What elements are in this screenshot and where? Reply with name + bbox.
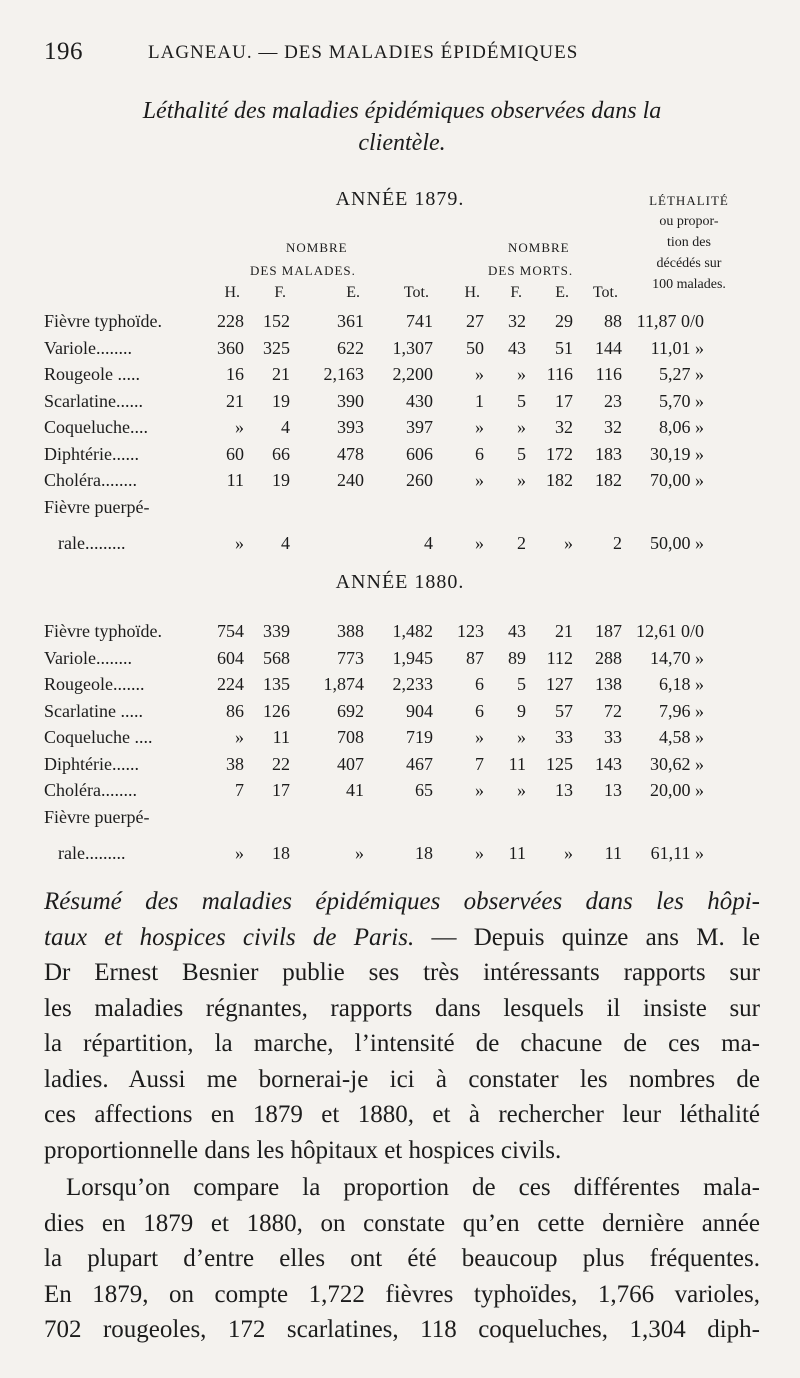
body-line: ces affections en 1879 et 1880, et à rechercher leur léthalité [44,1101,760,1128]
table-row [44,311,760,338]
cell-malades-tot: 1,307 [392,337,433,358]
cell-malades-f: 339 [263,621,290,641]
cell-morts-h: 123 [457,621,484,641]
row-label: Fièvre puerpé- [44,496,150,517]
cell-morts-e: 127 [546,674,573,694]
body-line: la répartition, la marche, l’intensité de chacune de ces ma- [44,1030,760,1057]
cell-morts-f: 11 [508,843,526,863]
table-row [44,727,760,754]
row-label: Diphtérie...... [44,443,139,464]
body-line: — Depuis quinze ans M. le [414,923,760,951]
cell-morts-h: 27 [466,311,484,331]
cell-morts-f: » [517,364,526,384]
body-paragraph-2 [44,1170,760,1348]
cell-morts-tot: 2 [613,533,622,553]
row-label: Choléra........ [44,780,137,800]
row-label: Variole........ [44,647,132,668]
cell-morts-e: 21 [555,621,573,641]
cell-morts-f: 5 [517,674,526,694]
cell-malades-f: 152 [263,311,290,331]
cell-malades-f: 19 [272,390,290,411]
year-1879-title: ANNÉE 1879. [335,188,465,210]
cell-morts-f: 2 [517,533,526,553]
row-label: Coqueluche .... [44,727,153,747]
cell-morts-tot: 143 [595,753,622,774]
cell-morts-e: 51 [555,337,573,358]
cell-morts-f: » [517,780,526,800]
table-row [44,621,760,648]
cell-malades-tot: 2,233 [392,674,433,694]
cell-malades-e: » [355,843,364,863]
nombre-morts-header-2: DES MORTS. [488,263,574,278]
cell-malades-h: 60 [226,443,244,464]
cell-morts-tot: 23 [604,390,622,411]
cell-lethalite-pct: 50,00 » [650,533,704,553]
table-row [44,843,760,870]
row-label: Scarlatine ..... [44,700,143,721]
cell-morts-e: 29 [555,311,573,331]
cell-lethalite-pct: 4,58 » [659,727,704,747]
cell-malades-e: 240 [337,470,364,490]
cell-lethalite-pct: 8,06 » [659,417,704,437]
col-header-malades-f: F. [274,284,286,301]
cell-malades-f: 19 [272,470,290,490]
cell-morts-h: » [475,364,484,384]
lethalite-sub-3: décédés sur [656,256,722,271]
body-line: dies en 1879 et 1880, on constate qu’en cette dernière année [44,1209,760,1237]
table-row [44,391,760,418]
cell-morts-f: 11 [508,753,526,774]
row-label: Variole........ [44,337,132,358]
cell-malades-h: » [235,843,244,863]
nombre-morts-header-1: NOMBRE [508,240,570,255]
col-header-morts-f: F. [510,284,522,301]
cell-malades-h: » [235,417,244,437]
cell-malades-h: 11 [226,470,244,490]
cell-malades-h: 754 [217,621,244,641]
cell-malades-f: 66 [272,443,290,464]
cell-malades-e: 692 [337,700,364,721]
body-line: En 1879, on compte 1,722 fièvres typhoïdes, 1,766 varioles, [44,1280,760,1308]
cell-morts-e: 112 [546,647,573,668]
cell-malades-h: 38 [226,753,244,774]
cell-malades-tot: 741 [406,311,433,331]
body-line: 702 rougeoles, 172 scarlatines, 118 coqueluches, 1,304 diph- [44,1316,760,1343]
cell-lethalite-pct: 61,11 » [650,843,704,863]
cell-morts-f: 43 [508,337,526,358]
table-row [44,417,760,444]
row-label: rale......... [58,533,126,553]
body-line: ladies. Aussi me bornerai-je ici à constater les nombres de [44,1065,760,1093]
cell-malades-f: 325 [263,337,290,358]
cell-morts-e: 13 [555,780,573,800]
cell-morts-f: » [517,417,526,437]
cell-malades-tot: 467 [406,753,433,774]
cell-morts-tot: 32 [604,417,622,437]
cell-lethalite-pct: 6,18 » [659,674,704,694]
cell-malades-e: 2,163 [323,364,364,384]
cell-malades-tot: 430 [406,390,433,411]
cell-morts-f: 5 [517,390,526,411]
cell-morts-tot: 33 [604,727,622,747]
cell-lethalite-pct: 11,87 0/0 [636,311,704,331]
cell-malades-e: 393 [337,417,364,437]
body-line: Dr Ernest Besnier publie ses très intéressants rapports sur [44,959,760,986]
cell-morts-h: 50 [466,337,484,358]
cell-morts-e: 182 [546,470,573,490]
table-row [44,701,760,728]
table-row [44,497,760,524]
cell-malades-f: 4 [281,417,290,437]
cell-lethalite-pct: 30,62 » [650,753,704,774]
cell-malades-tot: 1,482 [392,621,433,641]
table-row [44,807,760,834]
table-caption-line-1: Léthalité des maladies épidémiques observées dans la [142,98,662,124]
cell-malades-f: 11 [272,727,290,747]
cell-morts-h: » [475,470,484,490]
cell-lethalite-pct: 5,70 » [659,390,704,411]
table-row [44,674,760,701]
cell-morts-e: 57 [555,700,573,721]
cell-malades-h: » [235,727,244,747]
cell-lethalite-pct: 7,96 » [659,700,704,721]
row-label: Diphtérie...... [44,753,139,774]
cell-morts-tot: 72 [604,700,622,721]
cell-malades-h: » [235,533,244,553]
cell-malades-f: 21 [272,364,290,384]
cell-morts-e: 33 [555,727,573,747]
cell-malades-h: 604 [217,647,244,668]
cell-malades-h: 360 [217,337,244,358]
cell-morts-h: 6 [475,674,484,694]
row-label: Rougeole ..... [44,364,140,384]
body-line: la plupart d’entre elles ont été beaucoup plus fréquentes. [44,1245,760,1272]
col-header-morts-tot: Tot. [592,284,618,301]
body-line: les maladies régnantes, rapports dans lesquels il insiste sur [44,994,760,1022]
cell-morts-e: 17 [555,390,573,411]
body-paragraph-1 [44,884,760,1168]
cell-malades-tot: 4 [424,533,433,553]
cell-morts-tot: 288 [595,647,622,668]
cell-morts-h: 87 [466,647,484,668]
table-row [44,754,760,781]
lethalite-header [624,190,754,295]
year-1880-title: ANNÉE 1880. [335,571,465,593]
cell-malades-e: 407 [337,753,364,774]
cell-morts-f: 43 [508,621,526,641]
cell-morts-e: 172 [546,443,573,464]
cell-morts-h: 6 [475,700,484,721]
cell-malades-e: 622 [337,337,364,358]
cell-morts-h: » [475,533,484,553]
cell-malades-h: 224 [217,674,244,694]
row-label: Fièvre typhoïde. [44,621,162,641]
cell-malades-tot: 65 [415,780,433,800]
cell-lethalite-pct: 30,19 » [650,443,704,464]
row-label: Scarlatine...... [44,390,143,411]
col-header-morts-e: E. [555,284,569,301]
cell-morts-tot: 144 [595,337,622,358]
cell-morts-h: 6 [475,443,484,464]
cell-morts-e: 32 [555,417,573,437]
cell-lethalite-pct: 11,01 » [650,337,704,358]
cell-malades-tot: 719 [406,727,433,747]
cell-morts-tot: 183 [595,443,622,464]
cell-lethalite-pct: 20,00 » [650,780,704,800]
lethalite-label: LÉTHALITÉ [649,193,729,208]
cell-morts-tot: 138 [595,674,622,694]
table-row [44,780,760,807]
cell-morts-e: 116 [546,364,573,384]
cell-malades-e: 708 [337,727,364,747]
cell-morts-e: » [564,533,573,553]
row-label: rale......... [58,843,126,863]
table-row [44,648,760,675]
cell-malades-e: 361 [337,311,364,331]
cell-malades-f: 4 [281,533,290,553]
cell-morts-h: » [475,780,484,800]
cell-morts-f: 32 [508,311,526,331]
cell-malades-e: 1,874 [323,674,364,694]
cell-malades-tot: 397 [406,417,433,437]
table-row [44,470,760,497]
cell-malades-e: 388 [337,621,364,641]
page-number: 196 [44,38,83,65]
cell-morts-h: » [475,727,484,747]
cell-morts-tot: 13 [604,780,622,800]
body-line-italic: taux et hospices civils de Paris. [44,923,415,951]
row-label: Fièvre typhoïde. [44,311,162,331]
col-header-morts-h: H. [464,284,480,301]
body-line: proportionnelle dans les hôpitaux et hospices civils. [44,1136,562,1164]
cell-malades-f: 135 [263,674,290,694]
cell-malades-h: 7 [235,780,244,800]
cell-malades-h: 21 [226,390,244,411]
row-label: Choléra........ [44,470,137,490]
row-label: Rougeole....... [44,674,145,694]
cell-morts-f: » [517,727,526,747]
cell-malades-f: 568 [263,647,290,668]
cell-malades-e: 773 [337,647,364,668]
column-header-row [44,284,760,311]
table-caption-line-2: clientèle. [358,130,446,156]
cell-morts-e: » [564,843,573,863]
cell-lethalite-pct: 70,00 » [650,470,704,490]
cell-lethalite-pct: 12,61 0/0 [635,621,704,641]
table-row [44,338,760,365]
table-row [44,533,760,560]
cell-morts-f: » [517,470,526,490]
col-header-malades-e: E. [346,284,360,301]
table-row [44,444,760,471]
lethalite-sub-1: ou propor- [659,214,719,229]
cell-malades-f: 17 [272,780,290,800]
cell-malades-tot: 1,945 [392,647,433,668]
cell-malades-f: 22 [272,753,290,774]
cell-malades-f: 18 [272,843,290,863]
cell-malades-e: 390 [337,390,364,411]
cell-morts-f: 5 [517,443,526,464]
table-row [44,364,760,391]
cell-morts-tot: 187 [595,621,622,641]
body-line: Lorsqu’on compare la proportion de ces différentes mala- [66,1174,760,1201]
col-header-malades-h: H. [224,284,240,301]
running-head [44,38,756,72]
nombre-malades-header-2: DES MALADES. [250,263,356,278]
running-title: LAGNEAU. — DES MALADIES ÉPIDÉMIQUES [148,42,579,63]
cell-morts-f: 89 [508,647,526,668]
col-header-malades-tot: Tot. [403,284,429,301]
lethalite-sub-2: tion des [667,235,711,250]
cell-malades-h: 86 [226,700,244,721]
cell-malades-tot: 2,200 [392,364,433,384]
cell-malades-e: 41 [346,780,364,800]
cell-morts-h: 1 [475,390,484,411]
cell-malades-h: 228 [217,311,244,331]
cell-morts-tot: 116 [595,364,622,384]
cell-lethalite-pct: 14,70 » [650,647,704,668]
row-label: Coqueluche.... [44,417,148,437]
cell-morts-h: » [475,417,484,437]
cell-morts-f: 9 [517,700,526,721]
cell-morts-tot: 182 [595,470,622,490]
cell-malades-tot: 260 [406,470,433,490]
cell-lethalite-pct: 5,27 » [659,364,704,384]
cell-malades-tot: 18 [415,843,433,863]
cell-malades-f: 126 [263,700,290,721]
cell-morts-e: 125 [546,753,573,774]
table-1880 [44,621,760,870]
cell-morts-h: 7 [475,753,484,774]
body-line: Résumé des maladies épidémiques observées dans les hôpi- [44,888,760,915]
cell-morts-h: » [475,843,484,863]
lethalite-sub-4: 100 malades. [652,277,726,292]
cell-malades-tot: 606 [406,443,433,464]
cell-morts-tot: 11 [604,843,622,863]
cell-morts-tot: 88 [604,311,622,331]
cell-malades-e: 478 [337,443,364,464]
cell-malades-tot: 904 [406,700,433,721]
cell-malades-h: 16 [226,364,244,384]
table-1879 [44,311,760,560]
nombre-malades-header-1: NOMBRE [286,240,348,255]
row-label: Fièvre puerpé- [44,806,150,827]
